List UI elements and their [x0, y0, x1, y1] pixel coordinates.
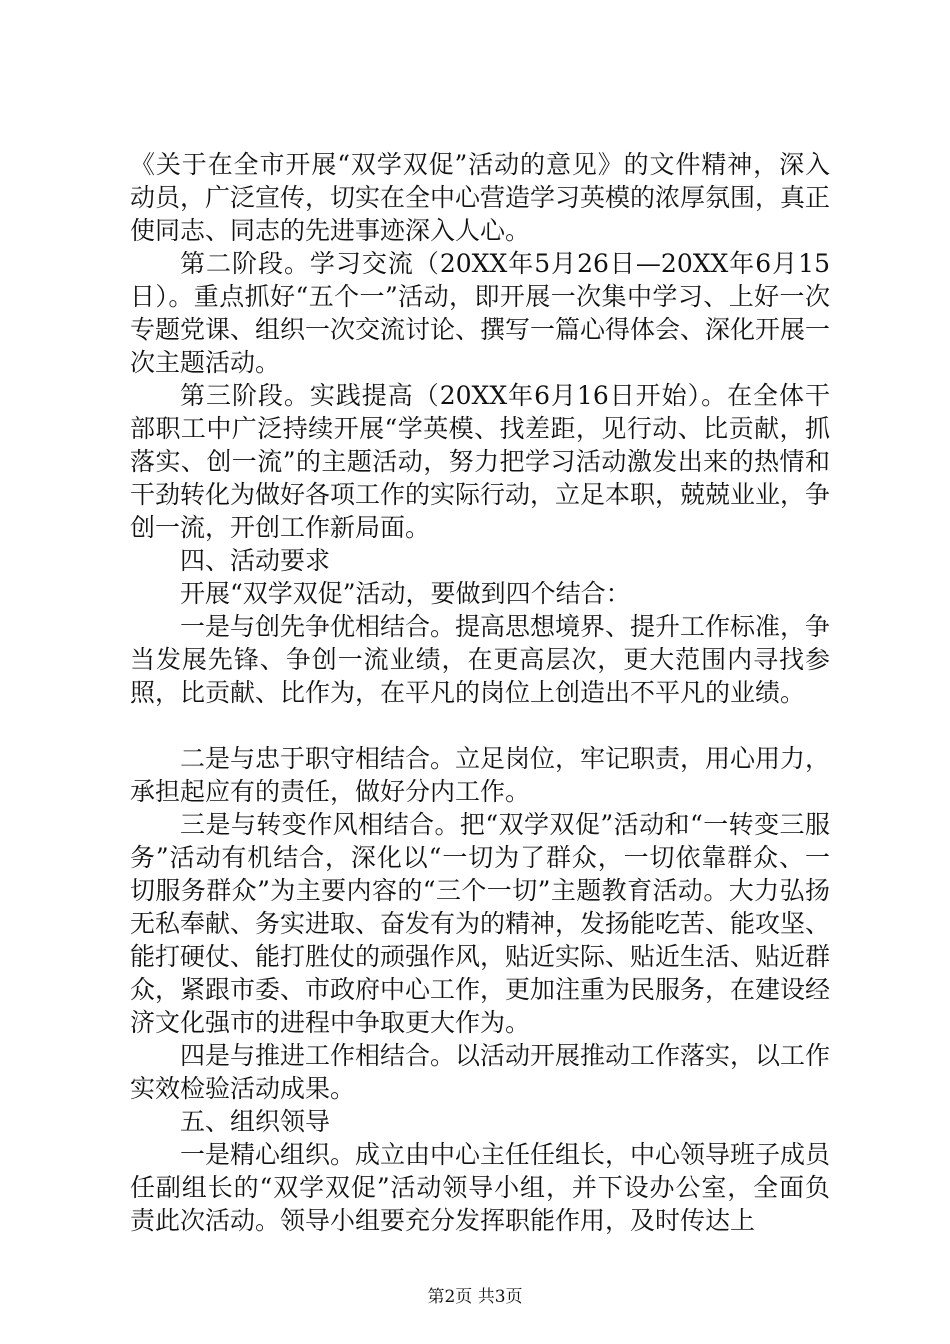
paragraph: 四是与推进工作相结合。以活动开展推动工作落实，以工作实效检验活动成果。: [130, 1041, 831, 1103]
paragraph: 第二阶段。学习交流（20XX年5月26日—20XX年6月15日）。重点抓好“五个一”活动，即开展一次集中学习、上好一次专题党课、组织一次交流讨论、撰写一篇心得体会、深化开展一次主题活动。: [130, 249, 831, 377]
paragraph: 一是精心组织。成立由中心主任任组长，中心领导班子成员任副组长的“双学双促”活动领导小组，并下设办公室，全面负责此次活动。领导小组要充分发挥职能作用，及时传达上: [130, 1140, 831, 1235]
page-number-footer: 第2页 共3页: [427, 1287, 523, 1307]
paragraph: 第三阶段。实践提高（20XX年6月16日开始）。在全体干部职工中广泛持续开展“学英模、找差距，见行动、比贡献，抓落实、创一流”的主题活动，努力把学习活动激发出来的热情和干劲转化为做好各项工作的实际行动，立足本职，兢兢业业，争创一流，开创工作新局面。: [130, 381, 831, 542]
paragraph: 一是与创先争优相结合。提高思想境界、提升工作标准，争当发展先锋、争创一流业绩，在更高层次，更大范围内寻找参照，比贡献、比作为，在平凡的岗位上创造出不平凡的业绩。: [130, 612, 831, 707]
blank-line: [130, 709, 830, 742]
section-heading: 四、活动要求: [180, 546, 331, 575]
paragraph: 二是与忠于职守相结合。立足岗位，牢记职责，用心用力，承担起应有的责任，做好分内工作。: [130, 744, 831, 806]
paragraph: 三是与转变作风相结合。把“双学双促”活动和“一转变三服务”活动有机结合，深化以“一切为了群众，一切依靠群众、一切服务群众”为主要内容的“三个一切”主题教育活动。大力弘扬无私奉献、务实进取、奋发有为的精神，发扬能吃苦、能攻坚、能打硬仗、能打胜仗的顽强作风，贴近实际、贴近生活、贴近群众，紧跟市委、市政府中心工作，更加注重为民服务，在建设经济文化强市的进程中争取更大作为。: [130, 810, 831, 1037]
section-heading: 五、组织领导: [180, 1107, 331, 1136]
paragraph: 《关于在全市开展“双学双促”活动的意见》的文件精神，深入动员，广泛宣传，切实在全中心营造学习英模的浓厚氛围，真正使同志、同志的先进事迹深入人心。: [130, 150, 831, 245]
paragraph: 开展“双学双促”活动，要做到四个结合：: [180, 579, 631, 608]
document-body: [130, 148, 830, 1237]
